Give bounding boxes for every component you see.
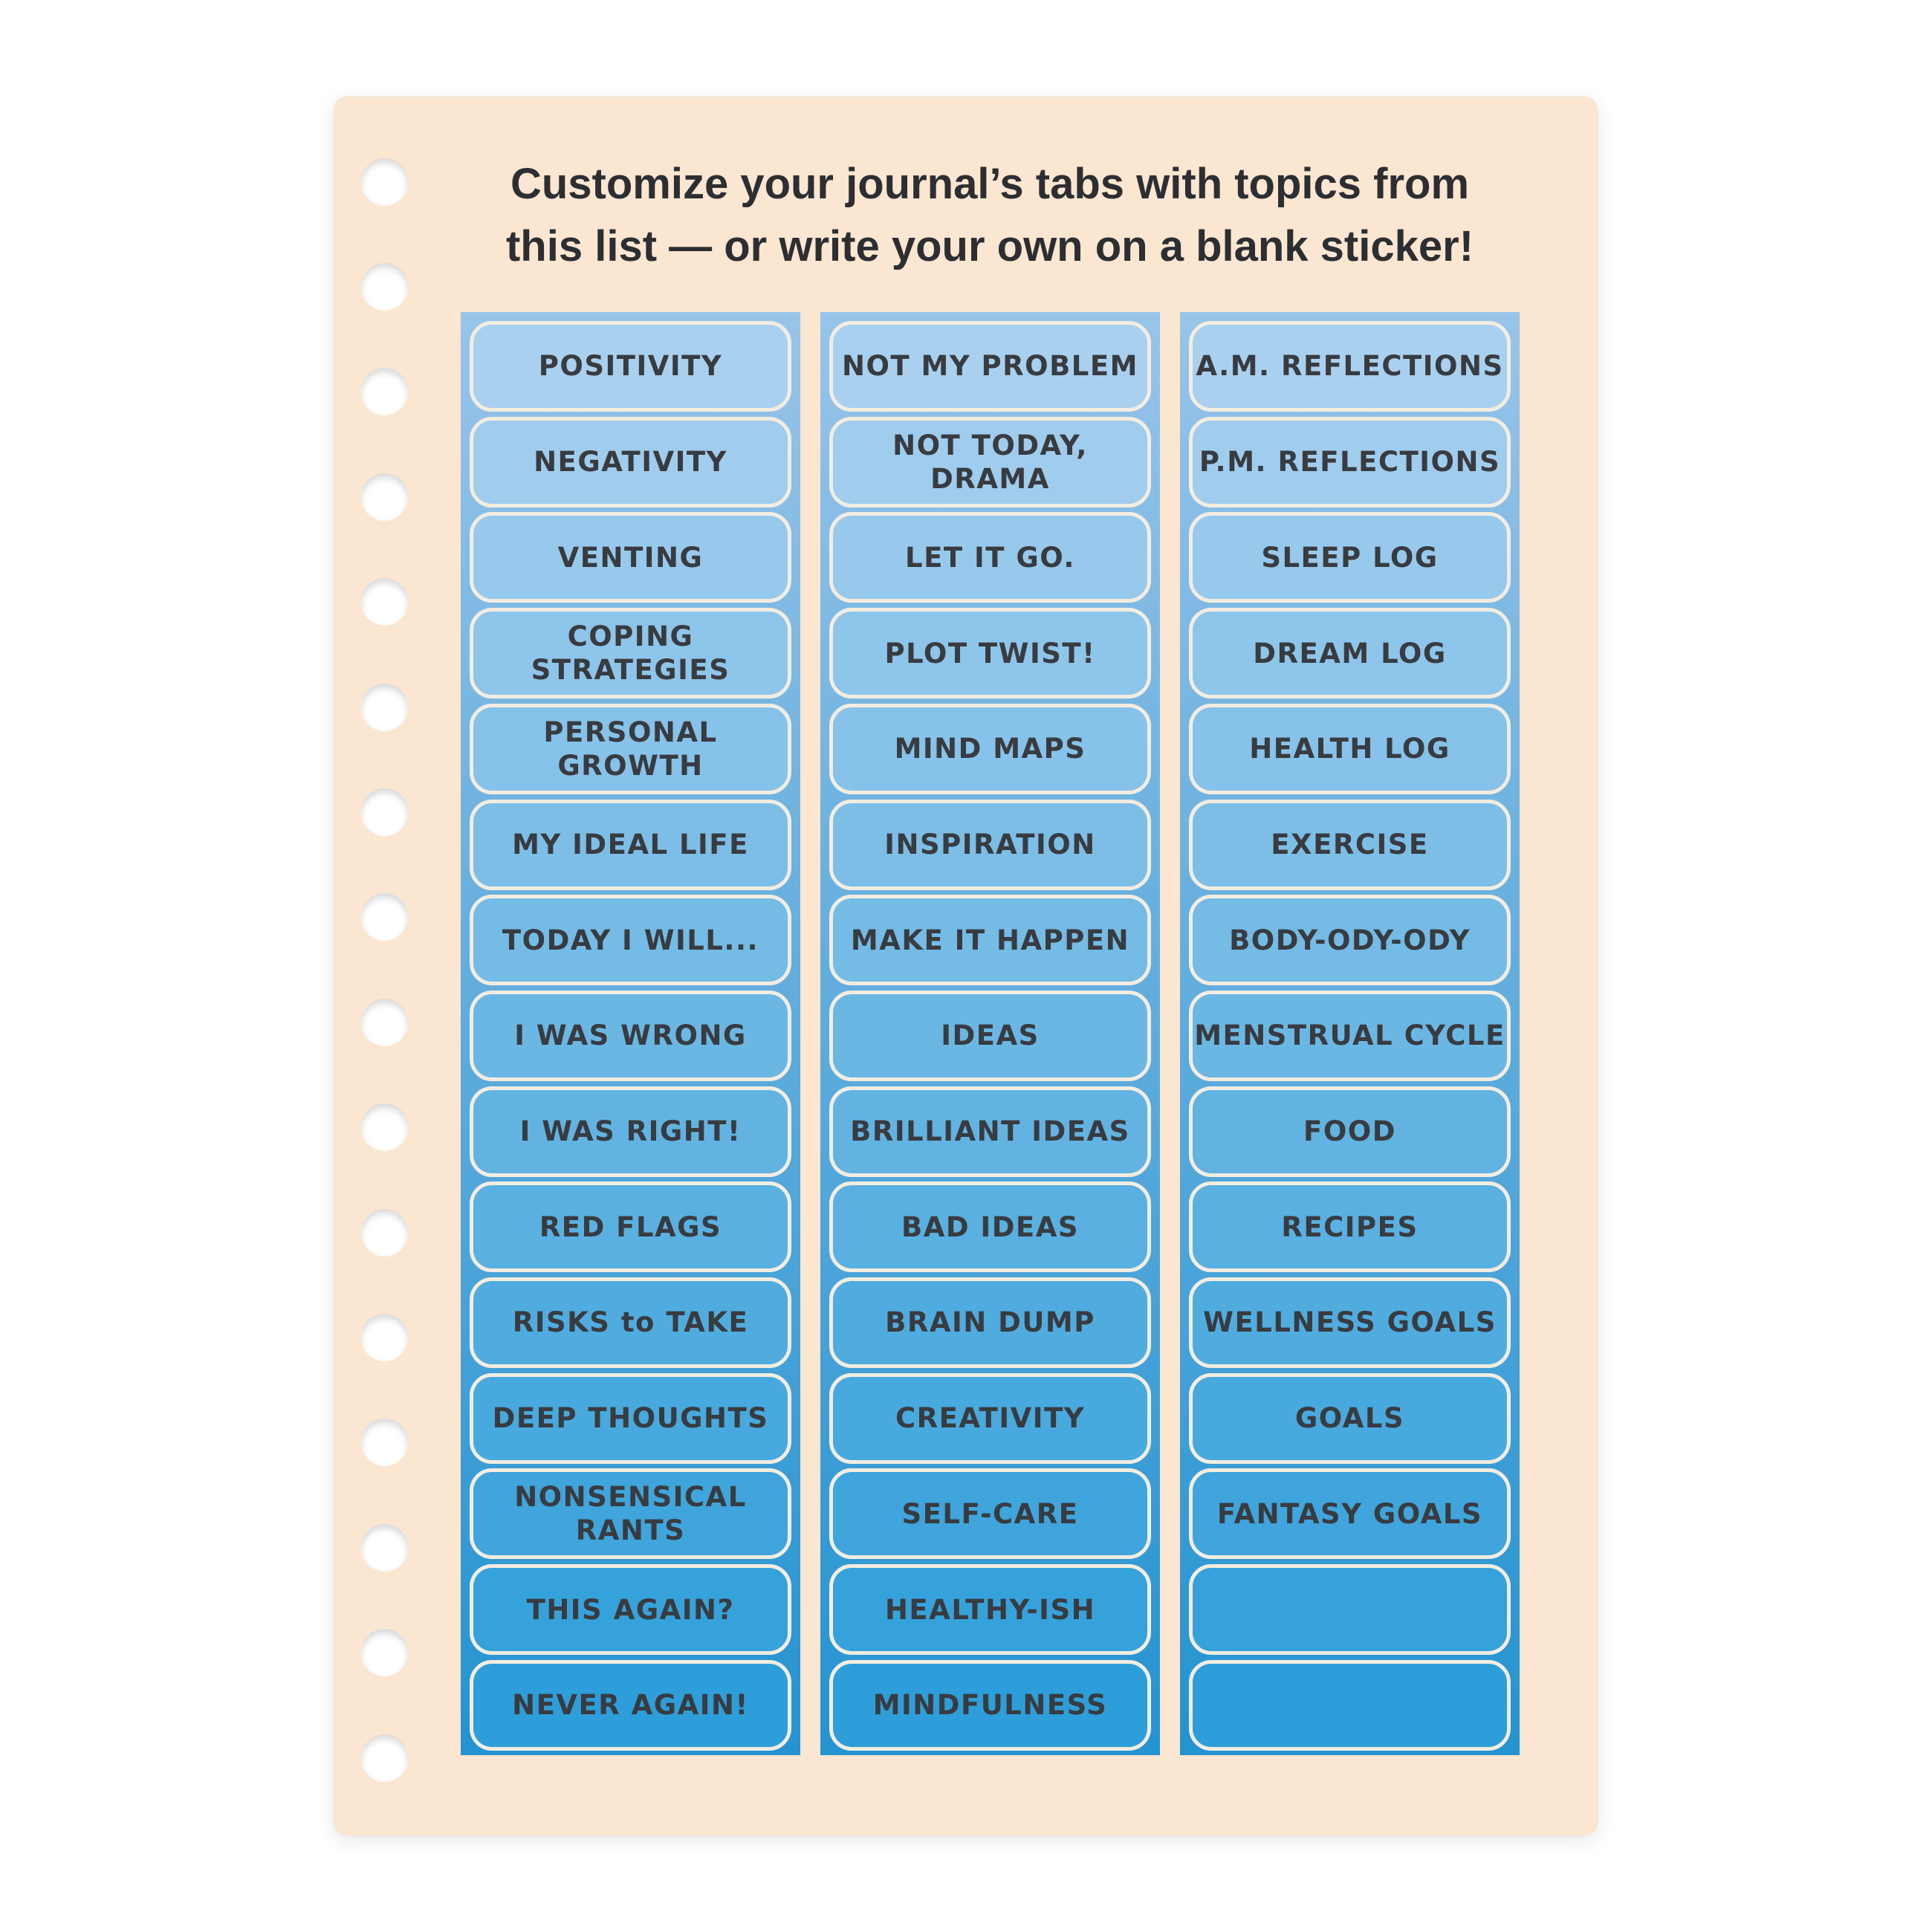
sticker-tab: BAD IDEAS xyxy=(829,1181,1151,1272)
journal-page xyxy=(334,97,1598,1835)
sticker-column-1 xyxy=(461,312,800,1755)
sticker-column-2 xyxy=(820,312,1160,1755)
sticker-tab: LET IT GO. xyxy=(829,512,1151,603)
sticker-tab: MENSTRUAL CYCLE xyxy=(1189,991,1511,1081)
sticker-tab: DREAM LOG xyxy=(1189,608,1511,698)
sticker-tab: RED FLAGS xyxy=(470,1181,791,1272)
blank-sticker-tab xyxy=(1189,1660,1511,1751)
sticker-tab: WELLNESS GOALS xyxy=(1189,1277,1511,1368)
sticker-tab: COPING STRATEGIES xyxy=(470,608,791,698)
sticker-tab: MIND MAPS xyxy=(829,704,1151,794)
sticker-tab: RISKS to TAKE xyxy=(470,1277,791,1368)
sticker-tab: PERSONAL GROWTH xyxy=(470,704,791,794)
sticker-tab: NONSENSICAL RANTS xyxy=(470,1468,791,1559)
sticker-tab: VENTING xyxy=(470,512,791,603)
punch-hole xyxy=(361,1314,408,1361)
punch-hole xyxy=(361,1734,408,1781)
sticker-tab: BRAIN DUMP xyxy=(829,1277,1151,1368)
punch-hole xyxy=(361,1103,408,1150)
sticker-tab: MY IDEAL LIFE xyxy=(470,800,791,890)
punch-hole xyxy=(361,263,408,310)
sticker-tab: GOALS xyxy=(1189,1373,1511,1464)
punch-hole xyxy=(361,893,408,940)
sticker-tab: BODY-ODY-ODY xyxy=(1189,895,1511,985)
sticker-tab: MINDFULNESS xyxy=(829,1660,1151,1751)
sticker-tab: I WAS WRONG xyxy=(470,991,791,1081)
sticker-tab: BRILLIANT IDEAS xyxy=(829,1086,1151,1177)
sticker-tab: TODAY I WILL... xyxy=(470,895,791,985)
sticker-tab: EXERCISE xyxy=(1189,800,1511,890)
sticker-tab: SELF-CARE xyxy=(829,1468,1151,1559)
sticker-tab: A.M. REFLECTIONS xyxy=(1189,321,1511,412)
sticker-tab: INSPIRATION xyxy=(829,800,1151,890)
sticker-tab: SLEEP LOG xyxy=(1189,512,1511,603)
sticker-tab: NEVER AGAIN! xyxy=(470,1660,791,1751)
page-title: Customize your journal’s tabs with topics from this list — or write your own on a blank sticker! xyxy=(505,160,1474,270)
sticker-tab: POSITIVITY xyxy=(470,321,791,412)
sticker-tab: FANTASY GOALS xyxy=(1189,1468,1511,1559)
punch-hole xyxy=(361,158,408,205)
punch-hole xyxy=(361,788,408,835)
sticker-tab: RECIPES xyxy=(1189,1181,1511,1272)
sticker-tab: FOOD xyxy=(1189,1086,1511,1177)
punch-hole xyxy=(361,999,408,1046)
punch-hole xyxy=(361,1629,408,1676)
sticker-tab: HEALTHY-ISH xyxy=(829,1564,1151,1655)
sticker-tab: DEEP THOUGHTS xyxy=(470,1373,791,1464)
sticker-column-3 xyxy=(1180,312,1520,1755)
sticker-tab: P.M. REFLECTIONS xyxy=(1189,417,1511,508)
punch-hole xyxy=(361,473,408,520)
blank-sticker-tab xyxy=(1189,1564,1511,1655)
sticker-tab: THIS AGAIN? xyxy=(470,1564,791,1655)
sticker-tab: HEALTH LOG xyxy=(1189,704,1511,794)
punch-hole xyxy=(361,578,408,625)
punch-hole xyxy=(361,1209,408,1256)
punch-hole xyxy=(361,1419,408,1465)
sticker-tab: MAKE IT HAPPEN xyxy=(829,895,1151,985)
sticker-tab: NOT TODAY, DRAMA xyxy=(829,417,1151,508)
punch-hole xyxy=(361,684,408,730)
sticker-tab: PLOT TWIST! xyxy=(829,608,1151,698)
punch-hole xyxy=(361,1524,408,1571)
punch-hole xyxy=(361,368,408,415)
sticker-tab: I WAS RIGHT! xyxy=(470,1086,791,1177)
sticker-tab: IDEAS xyxy=(829,991,1151,1081)
sticker-tab: NOT MY PROBLEM xyxy=(829,321,1151,412)
sticker-tab: CREATIVITY xyxy=(829,1373,1151,1464)
sticker-tab: NEGATIVITY xyxy=(470,417,791,508)
